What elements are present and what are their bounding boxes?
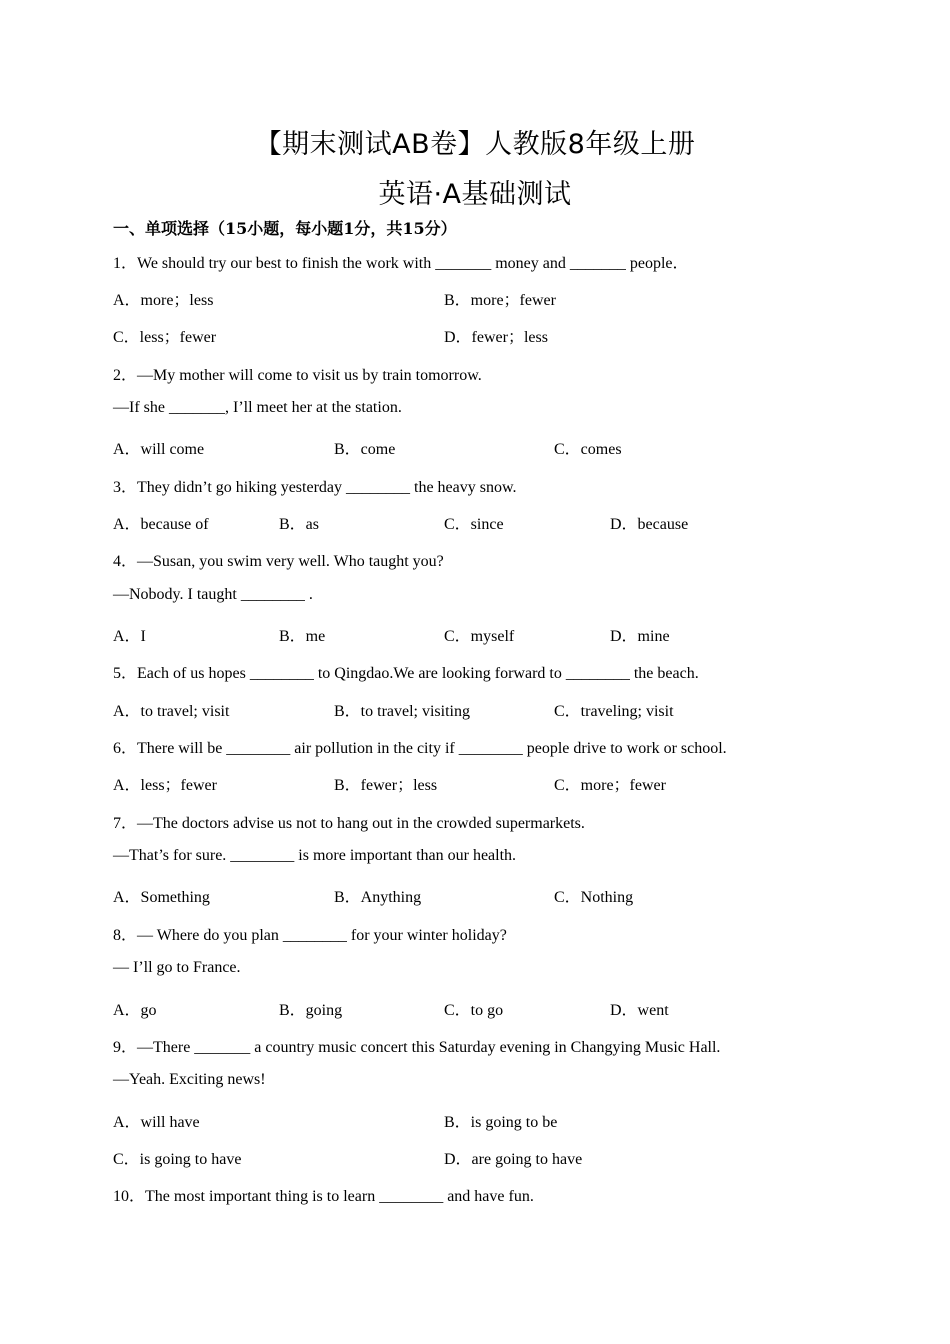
answer-option: D．went bbox=[610, 1002, 669, 1019]
answer-option: C．Nothing bbox=[554, 889, 634, 906]
answer-option: A．because of bbox=[113, 516, 209, 533]
answer-option: B．is going to be bbox=[444, 1114, 558, 1131]
answer-option: C．less；fewer bbox=[113, 329, 217, 346]
answer-option: B．more；fewer bbox=[444, 292, 556, 309]
answer-option: B．me bbox=[279, 628, 326, 645]
question-reply: —Yeah. Exciting news! bbox=[113, 1071, 266, 1088]
answer-option: D．are going to have bbox=[444, 1151, 583, 1168]
question-reply: —Nobody. I taught ________ . bbox=[113, 586, 313, 603]
question-reply: — I’ll go to France. bbox=[113, 959, 241, 976]
question-stem: 5．Each of us hopes ________ to Qingdao.We are looking forward to ________ the beach. bbox=[113, 665, 699, 682]
answer-option: C．is going to have bbox=[113, 1151, 242, 1168]
answer-option: A．go bbox=[113, 1002, 157, 1019]
answer-option: A．will come bbox=[113, 441, 205, 458]
section-heading: 一、单项选择（15小题，每小题1分，共15分） bbox=[113, 219, 457, 238]
question-stem: 1．We should try our best to finish the work with _______ money and _______ people． bbox=[113, 255, 689, 272]
page-subtitle: 英语·A基础测试 bbox=[378, 179, 572, 210]
answer-option: B．to travel; visiting bbox=[334, 703, 470, 720]
question-stem: 2．—My mother will come to visit us by train tomorrow. bbox=[113, 367, 482, 384]
question-stem: 9．—There _______ a country music concert this Saturday evening in Changying Music Hall. bbox=[113, 1039, 721, 1056]
answer-option: C．myself bbox=[444, 628, 515, 645]
answer-option: B．going bbox=[279, 1002, 343, 1019]
answer-option: A．Something bbox=[113, 889, 210, 906]
question-stem: 4．—Susan, you swim very well. Who taught you? bbox=[113, 553, 444, 570]
answer-option: C．to go bbox=[444, 1002, 504, 1019]
answer-option: C．more；fewer bbox=[554, 777, 666, 794]
answer-option: C．comes bbox=[554, 441, 622, 458]
question-reply: —That’s for sure. ________ is more important than our health. bbox=[113, 847, 517, 864]
answer-option: B．Anything bbox=[334, 889, 422, 906]
answer-option: A．less；fewer bbox=[113, 777, 217, 794]
answer-option: C．since bbox=[444, 516, 504, 533]
answer-option: A．will have bbox=[113, 1114, 200, 1131]
answer-option: A．I bbox=[113, 628, 146, 645]
answer-option: D．mine bbox=[610, 628, 670, 645]
answer-option: B．fewer；less bbox=[334, 777, 438, 794]
answer-option: A．more；less bbox=[113, 292, 214, 309]
answer-option: B．as bbox=[279, 516, 320, 533]
page-title: 【期末测试AB卷】人教版8年级上册 bbox=[254, 129, 696, 160]
question-stem: 8．— Where do you plan ________ for your winter holiday? bbox=[113, 927, 507, 944]
answer-option: D．fewer；less bbox=[444, 329, 548, 346]
question-reply: —If she _______, I’ll meet her at the station. bbox=[113, 399, 402, 416]
question-stem: 6．There will be ________ air pollution in the city if ________ people drive to work or school. bbox=[113, 740, 727, 757]
answer-option: D．because bbox=[610, 516, 689, 533]
question-stem: 7．—The doctors advise us not to hang out in the crowded supermarkets. bbox=[113, 815, 585, 832]
answer-option: A．to travel; visit bbox=[113, 703, 230, 720]
question-stem: 10．The most important thing is to learn ________ and have fun. bbox=[113, 1188, 534, 1205]
answer-option: C．traveling; visit bbox=[554, 703, 674, 720]
answer-option: B．come bbox=[334, 441, 396, 458]
question-stem: 3．They didn’t go hiking yesterday ________ the heavy snow. bbox=[113, 479, 517, 496]
